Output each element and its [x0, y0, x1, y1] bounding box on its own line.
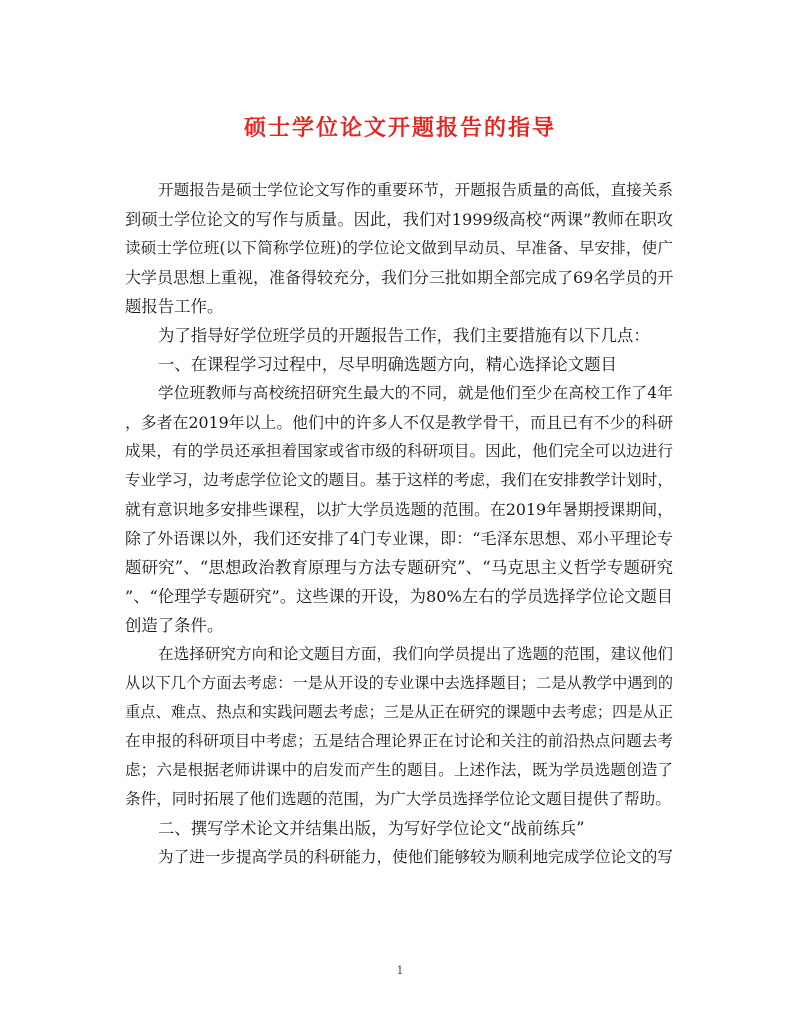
text-line: 在选择研究方向和论文题目方面，我们向学员提出了选题的范围，建议他们 [158, 645, 673, 663]
text-line: 大学员思想上重视，准备得较充分，我们分三批如期全部完成了69名学员的开 [125, 268, 673, 287]
text-line: 一、在课程学习过程中，尽早明确选题方向，精心选择论文题目 [158, 355, 617, 374]
text-line: 从以下几个方面去考虑：一是从开设的专业课中去选择题目；二是从教学中遇到的 [125, 674, 673, 692]
text-line: 就有意识地多安排些课程，以扩大学员选题的范围。在2019年暑期授课期间， [125, 500, 673, 519]
text-line: 题报告工作。 [125, 297, 224, 316]
text-line: 创造了条件。 [125, 616, 224, 635]
text-line: 为了指导好学位班学员的开题报告工作，我们主要措施有以下几点： [158, 326, 650, 345]
page-number: 1 [396, 964, 404, 977]
text-line: ，多者在2019年以上。他们中的许多人不仅是教学骨干，而且已有不少的科研 [125, 413, 673, 432]
text-line: 虑；六是根据老师讲课中的启发而产生的题目。上述作法，既为学员选题创造了 [125, 761, 673, 779]
document-title: 硕士学位论文开题报告的指导 [243, 115, 556, 141]
text-line: 条件，同时拓展了他们选题的范围，为广大学员选择学位论文题目提供了帮助。 [125, 790, 671, 808]
text-line: 开题报告是硕士学位论文写作的重要环节，开题报告质量的高低，直接关系 [158, 181, 673, 199]
document-body [125, 176, 673, 872]
text-line: 二、撰写学术论文并结集出版，为写好学位论文“战前练兵” [158, 819, 585, 838]
text-line: 重点、难点、热点和实践问题去考虑；三是从正在研究的课题中去考虑；四是从正 [125, 703, 673, 721]
text-line: ”、“伦理学专题研究”。这些课的开设，为80%左右的学员选择学位论文题目 [125, 587, 673, 606]
text-line: 在申报的科研项目中考虑；五是结合理论界正在讨论和关注的前沿热点问题去考 [125, 732, 673, 750]
text-line: 学位班教师与高校统招研究生最大的不同，就是他们至少在高校工作了4年 [158, 384, 673, 402]
text-line: 为了进一步提高学员的科研能力，使他们能够较为顺利地完成学位论文的写 [158, 848, 673, 866]
text-line: 专业学习，边考虑学位论文的题目。基于这样的考虑，我们在安排教学计划时， [125, 471, 673, 489]
text-line: 成果，有的学员还承担着国家或省市级的科研项目。因此，他们完全可以边进行 [125, 442, 673, 460]
text-line: 到硕士学位论文的写作与质量。因此，我们对1999级高校“两课”教师在职攻 [125, 210, 673, 229]
text-line: 题研究”、“思想政治教育原理与方法专题研究”、“马克思主义哲学专题研究 [125, 558, 673, 577]
text-line: 除了外语课以外，我们还安排了4门专业课，即：“毛泽东思想、邓小平理论专 [125, 529, 673, 548]
text-line: 读硕士学位班(以下简称学位班)的学位论文做到早动员、早准备、早安排，使广 [125, 239, 673, 257]
